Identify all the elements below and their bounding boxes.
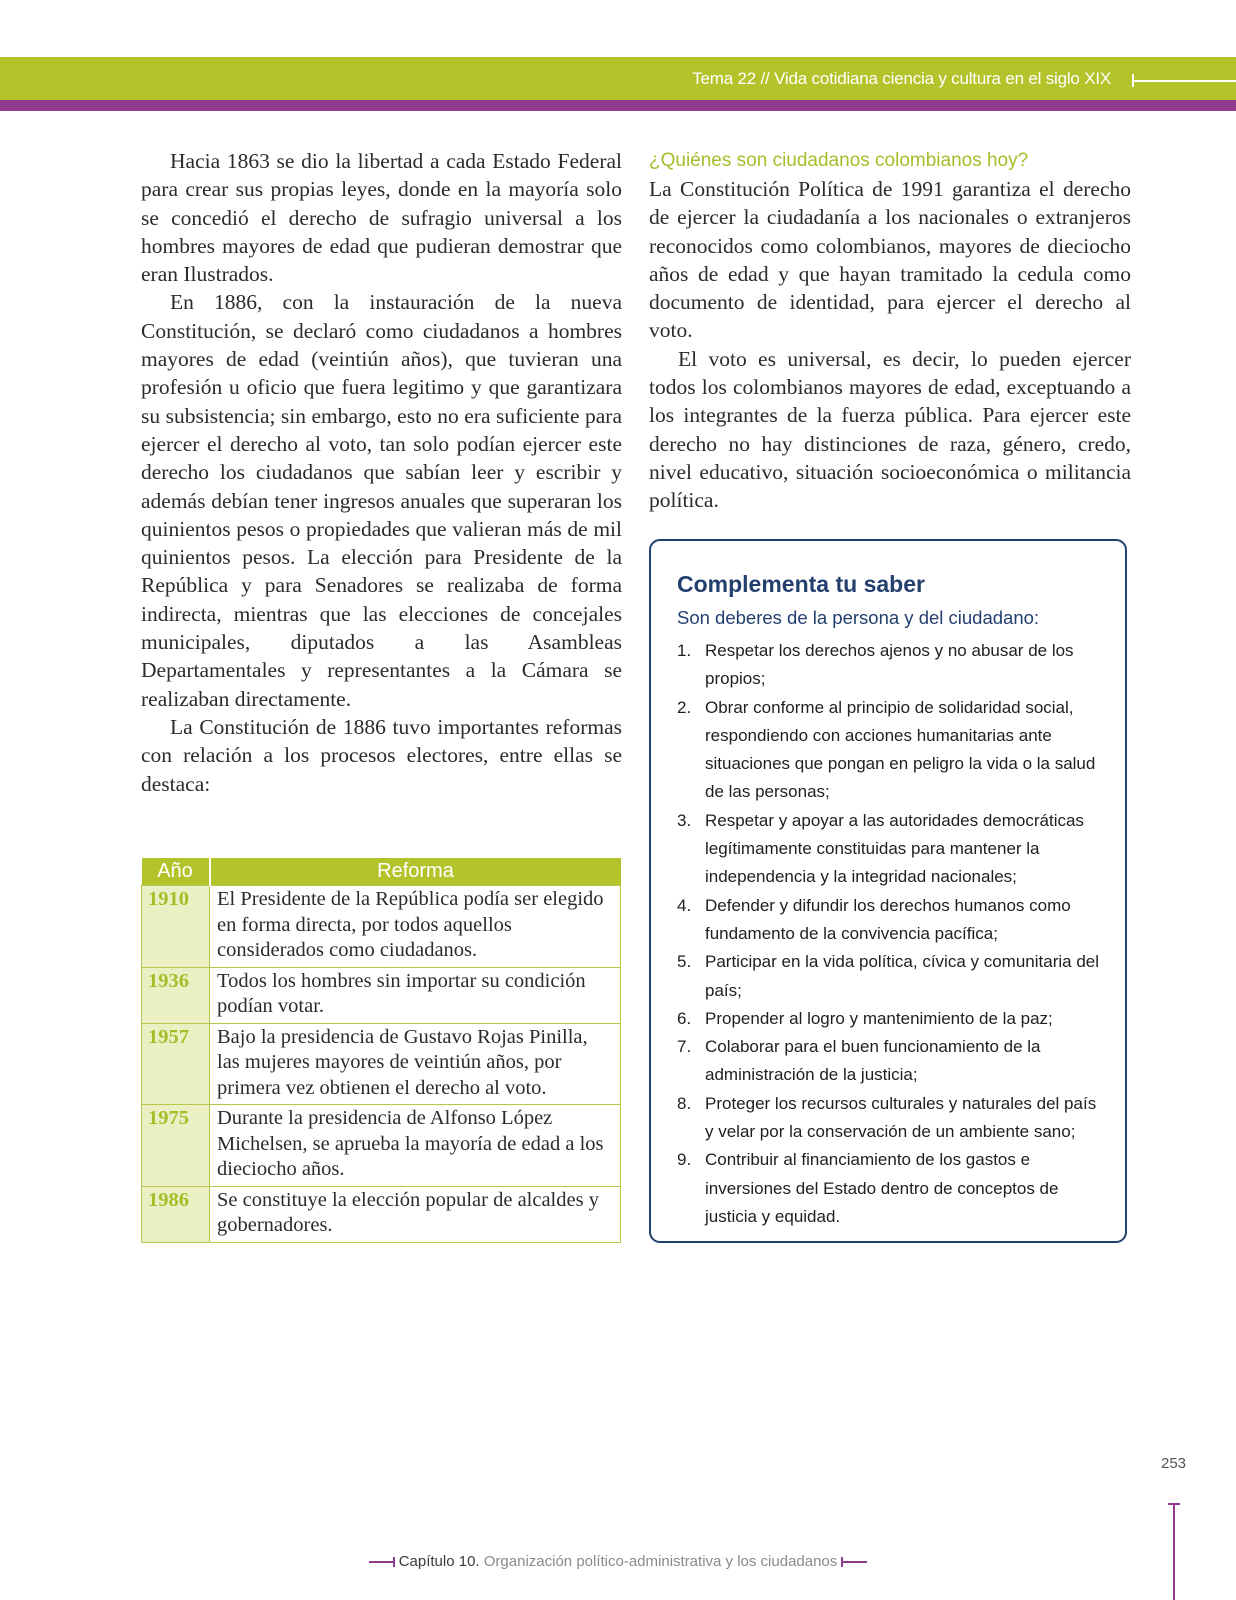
item-number: 2. <box>677 697 692 717</box>
paragraph: Hacia 1863 se dio la libertad a cada Estado Federal para crear sus propias leyes, donde en la mayoría solo se concedió el derecho de sufragio universal a los hombres mayores de edad que pudieran demostrar que eran Ilustrados. <box>141 149 622 287</box>
list-item <box>677 948 1107 1005</box>
list-item <box>677 1005 1107 1033</box>
item-number: 1. <box>677 641 692 660</box>
item-text: Participar en la vida política, cívica y comunitaria del país; <box>705 952 1100 1000</box>
list-item <box>677 1090 1107 1147</box>
item-number: 6. <box>677 1008 692 1028</box>
year-cell: 1936 <box>142 967 210 1023</box>
table-row <box>142 967 621 1023</box>
year-cell: 1986 <box>142 1186 210 1242</box>
reform-cell: Bajo la presidencia de Gustavo Rojas Pinilla, las mujeres mayores de veintiún años, por primera vez obtienen el derecho al voto. <box>210 1023 621 1105</box>
year-cell: 1910 <box>142 886 210 968</box>
box-subtitle: Son deberes de la persona y del ciudadano: <box>677 607 1040 628</box>
page-footer <box>0 1553 1236 1570</box>
column-header-reform: Reforma <box>210 858 621 886</box>
reform-cell: El Presidente de la República podía ser elegido en forma directa, por todos aquellos considerados como ciudadanos. <box>210 886 621 968</box>
right-column <box>649 147 1131 515</box>
item-number: 4. <box>677 895 692 915</box>
footer-rule-left <box>369 1561 395 1563</box>
footer-rule-right <box>841 1561 867 1563</box>
list-item <box>677 694 1107 807</box>
paragraph: El voto es universal, es decir, lo pueden ejercer todos los colombianos mayores de edad, exceptuando a los integrantes de la fuerza pública. Para ejercer este derecho no hay distinciones de raza, género, credo, nivel educativo, situación socioeconómica o militancia política. <box>649 346 1131 513</box>
list-item <box>677 637 1107 694</box>
page-number: 253 <box>1161 1455 1187 1472</box>
reform-cell: Todos los hombres sin importar su condición podían votar. <box>210 967 621 1023</box>
header-line <box>1133 80 1236 82</box>
item-number: 3. <box>677 810 692 830</box>
item-text: Obrar conforme al principio de solidaridad social, respondiendo con acciones humanitarias ante situaciones que pongan en peligro la vida o la salud de las personas; <box>705 697 1096 802</box>
table-row <box>142 1023 621 1105</box>
paragraph: En 1886, con la instauración de la nueva Constitución, se declaró como ciudadanos a hombres mayores de edad (veintiún años), que tuvieran una profesión u oficio que fuera legitimo y que garantizara su subsistencia; sin embargo, esto no era suficiente para ejercer el derecho al voto, tan solo podían ejercer este derecho los ciudadanos que sabían leer y escribir y además debían tener ingresos anuales que superaran los quinientos pesos o propiedades que valieran más de mil quinientos pesos. La elección para Presidente de la República y para Senadores se realizaba de forma indirecta, mientras que las elecciones de concejales municipales, diputados a las Asambleas Departamentales y representantes a la Cámara se realizaban directamente. <box>141 290 622 711</box>
list-item <box>677 892 1107 949</box>
item-number: 9. <box>677 1150 692 1170</box>
year-cell: 1957 <box>142 1023 210 1105</box>
item-number: 8. <box>677 1093 692 1113</box>
item-text: Proteger los recursos culturales y naturales del país y velar por la conservación de un ambiente sano; <box>705 1093 1097 1142</box>
paragraph: La Constitución Política de 1991 garantiza el derecho de ejercer la ciudadanía a los nacionales o extranjeros reconocidos como colombianos, mayores de dieciocho años de edad y que hayan tramitado la cedula como documento de identidad, para ejercer el derecho al voto. <box>649 177 1131 343</box>
table-row <box>142 886 621 968</box>
side-rule <box>1173 1504 1175 1600</box>
item-number: 7. <box>677 1037 692 1057</box>
box-title: Complementa tu saber <box>677 571 925 597</box>
reform-table <box>141 858 621 1243</box>
item-text: Colaborar para el buen funcionamiento de la administración de la justicia; <box>705 1037 1041 1085</box>
item-number: 5. <box>677 952 692 972</box>
paragraph: La Constitución de 1886 tuvo importantes reformas con relación a los procesos electores, entre ellas se destaca: <box>141 714 622 796</box>
year-cell: 1975 <box>142 1105 210 1187</box>
footer-chapter-title: Organización político-administrativa y los ciudadanos <box>483 1553 838 1570</box>
list-item <box>677 1033 1107 1090</box>
left-column <box>141 147 622 798</box>
table-row <box>142 1186 621 1242</box>
footer-chapter: Capítulo 10. <box>398 1553 480 1570</box>
page-header-title: Tema 22 // Vida cotidiana ciencia y cultura en el siglo XIX <box>692 69 1111 88</box>
table-header-row <box>142 858 621 886</box>
reform-cell: Se constituye la elección popular de alcaldes y gobernadores. <box>210 1186 621 1242</box>
column-header-year: Año <box>142 858 210 886</box>
complementa-box <box>649 539 1127 1243</box>
item-text: Contribuir al financiamiento de los gastos e inversiones del Estado dentro de conceptos de justicia y equidad. <box>705 1150 1059 1226</box>
list-item <box>677 1146 1107 1231</box>
section-heading: ¿Quiénes son ciudadanos colombianos hoy? <box>649 150 1029 171</box>
header-stripe <box>0 100 1236 111</box>
duties-list <box>677 637 1107 1231</box>
item-text: Defender y difundir los derechos humanos como fundamento de la convivencia pacífica; <box>705 895 1071 943</box>
reform-cell: Durante la presidencia de Alfonso López Michelsen, se aprueba la mayoría de edad a los dieciocho años. <box>210 1105 621 1187</box>
table-row <box>142 1105 621 1187</box>
item-text: Respetar los derechos ajenos y no abusar de los propios; <box>705 641 1074 689</box>
list-item <box>677 807 1107 892</box>
item-text: Propender al logro y mantenimiento de la paz; <box>705 1008 1053 1028</box>
item-text: Respetar y apoyar a las autoridades democráticas legítimamente constituidas para mantener la independencia y la integridad nacionales; <box>705 810 1084 887</box>
